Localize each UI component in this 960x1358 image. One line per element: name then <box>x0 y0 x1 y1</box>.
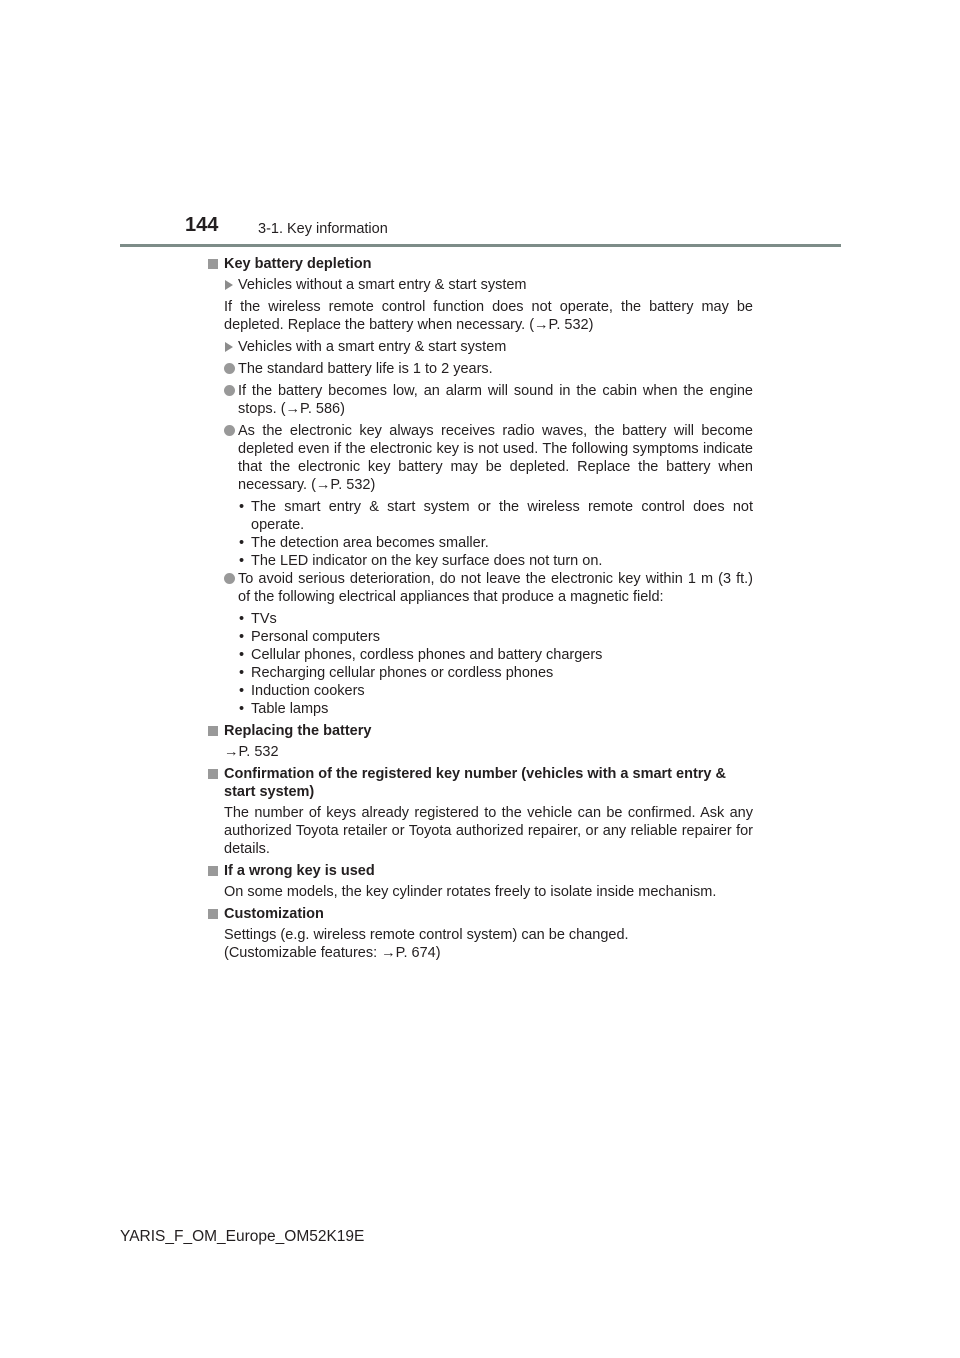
section-title: 3-1. Key information <box>258 221 388 237</box>
heading-confirmation: Confirmation of the registered key number (vehicles with a smart entry & start system) <box>208 765 753 801</box>
triangle-bullet-icon <box>225 342 233 352</box>
appliance-item: • Recharging cellular phones or cordless phones <box>239 665 554 681</box>
appliance-item: • Personal computers <box>239 629 380 645</box>
page-number: 144 <box>185 214 219 236</box>
customization-line: Settings (e.g. wireless remote control system) can be changed. <box>224 927 629 943</box>
square-bullet-icon <box>208 866 218 876</box>
circle-bullet-icon <box>224 425 235 436</box>
paragraph-confirmation: The number of keys already registered to the vehicle can be confirmed. Ask any authorized Toyota retailer or Toyota authorized repairer, or any reliable repairer for details. <box>224 805 753 857</box>
page-content <box>208 255 753 962</box>
appliance-item: • Table lamps <box>239 701 329 717</box>
symptom-item: • The detection area becomes smaller. <box>239 535 489 551</box>
square-bullet-icon <box>208 259 218 269</box>
page-reference: →P. 532 <box>224 744 279 760</box>
square-bullet-icon <box>208 769 218 779</box>
subheading-without-smart-entry: Vehicles without a smart entry & start system <box>208 276 753 294</box>
square-bullet-icon <box>208 726 218 736</box>
heading-customization: Customization <box>208 905 753 923</box>
heading-key-battery: Key battery depletion <box>208 255 753 273</box>
paragraph-wrong-key: On some models, the key cylinder rotates freely to isolate inside mechanism. <box>224 884 717 900</box>
point-avoid-deterioration: To avoid serious deterioration, do not leave the electronic key within 1 m (3 ft.) of the following electrical appliances that produce a magnetic field: <box>208 570 753 606</box>
circle-bullet-icon <box>224 385 235 396</box>
appliance-item: • TVs <box>239 611 277 627</box>
heading-wrong-key: If a wrong key is used <box>208 862 753 880</box>
triangle-bullet-icon <box>225 280 233 290</box>
point-battery-low: If the battery becomes low, an alarm will sound in the cabin when the engine stops. (→P. 586) <box>208 382 753 418</box>
point-radio-waves: As the electronic key always receives radio waves, the battery will become depleted even if the electronic key is not used. The following symptoms indicate that the electronic key battery may be depleted. Replace the battery when necessary. (→P. 532) <box>208 422 753 494</box>
square-bullet-icon <box>208 909 218 919</box>
heading-replacing-battery: Replacing the battery <box>208 722 753 740</box>
symptom-item: • The LED indicator on the key surface does not turn on. <box>239 553 603 569</box>
point-battery-life: The standard battery life is 1 to 2 years. <box>208 360 753 378</box>
circle-bullet-icon <box>224 573 235 584</box>
appliance-item: • Induction cookers <box>239 683 365 699</box>
document-id: YARIS_F_OM_Europe_OM52K19E <box>120 1228 365 1245</box>
customization-line: (Customizable features: →P. 674) <box>224 945 441 961</box>
appliance-item: • Cellular phones, cordless phones and battery chargers <box>239 647 603 663</box>
header-rule <box>120 244 841 247</box>
symptom-item: • The smart entry & start system or the wireless remote control does not operate. <box>239 499 753 533</box>
subheading-with-smart-entry: Vehicles with a smart entry & start system <box>208 338 753 356</box>
paragraph-remote-depleted: If the wireless remote control function does not operate, the battery may be depleted. Replace the battery when necessary. (→P. 532) <box>224 299 753 333</box>
circle-bullet-icon <box>224 363 235 374</box>
